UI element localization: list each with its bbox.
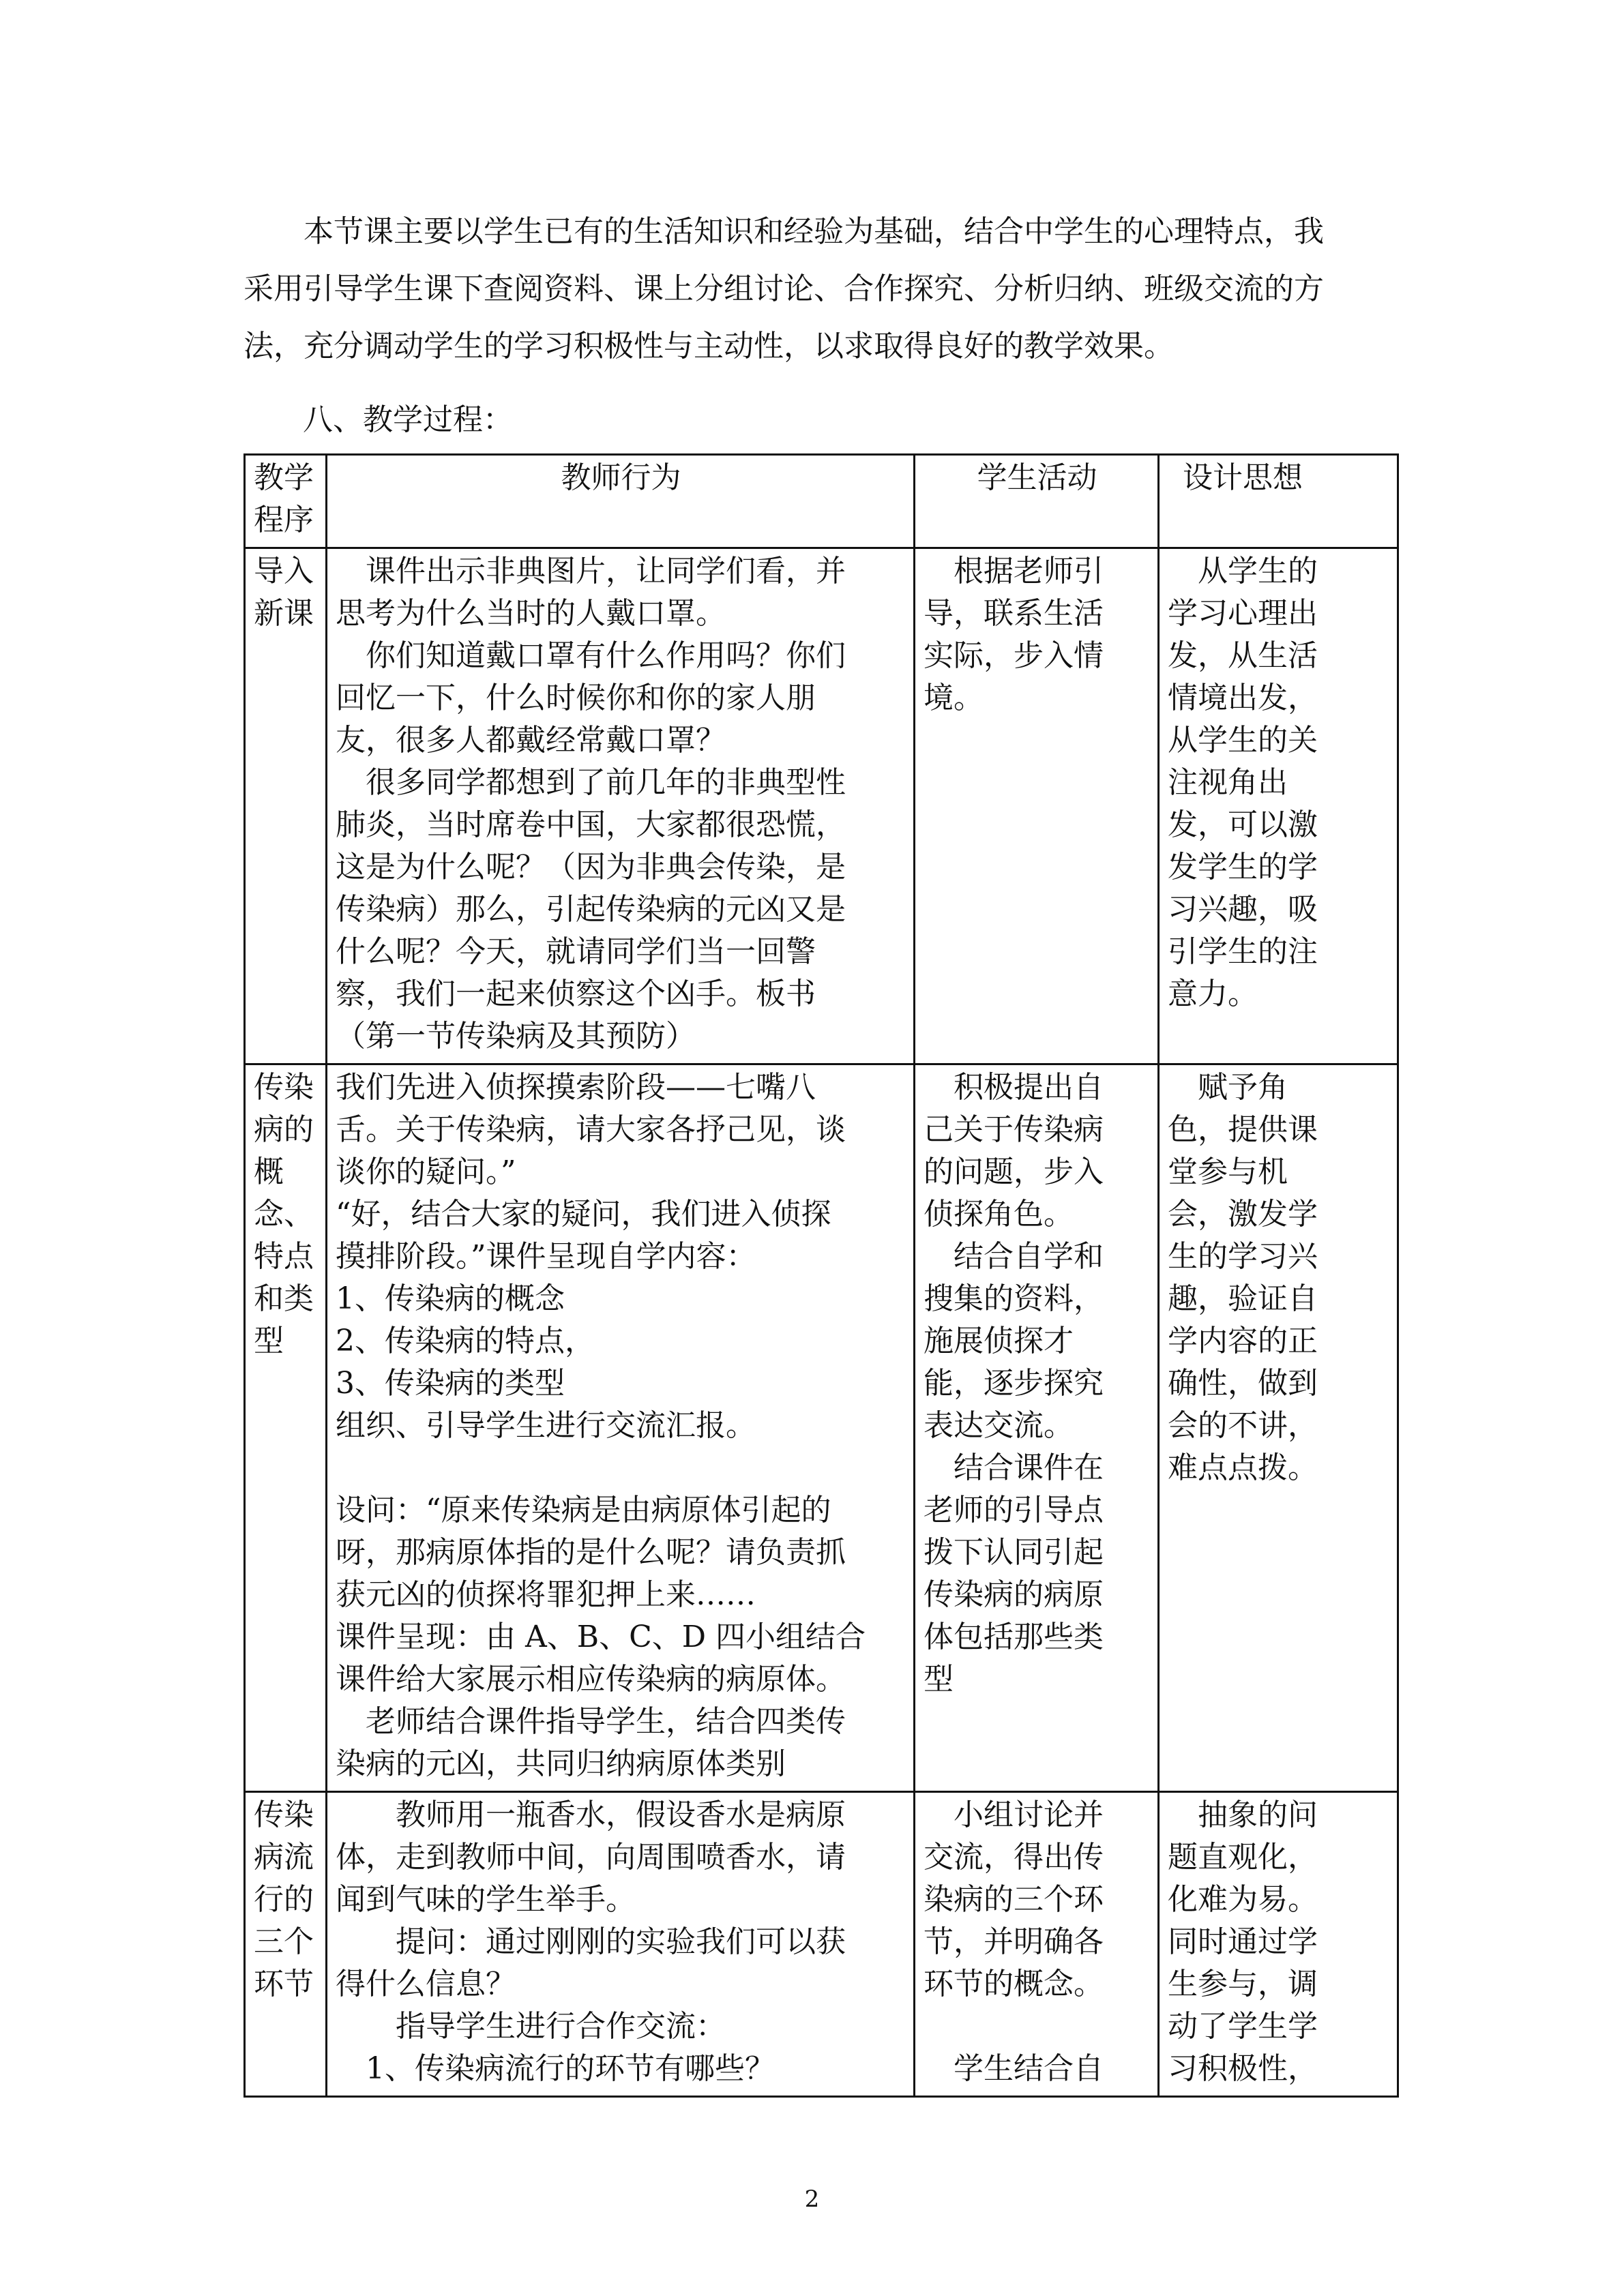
teacher-line: 这是为什么呢？（因为非典会传染，是: [336, 850, 846, 884]
student-line: 结合课件在: [954, 1450, 1104, 1485]
student-line: 境。: [924, 681, 984, 715]
student-line: 能，逐步探究: [924, 1366, 1104, 1401]
stage-line: 三个: [254, 1924, 314, 1959]
design-line: 会，激发学: [1168, 1197, 1318, 1232]
student-line: 的问题，步入: [924, 1154, 1104, 1189]
design-cell: [1159, 1792, 1398, 2097]
teacher-line: 指导学生进行合作交流：: [396, 2009, 726, 2044]
teacher-line: [336, 1447, 906, 1489]
teacher-line: 传染病）那么，引起传染病的元凶又是: [336, 892, 846, 927]
teacher-line: 摸排阶段。”课件呈现自学内容：: [336, 1239, 756, 1274]
design-cell: [1159, 548, 1398, 1064]
teacher-line: （第一节传染病及其预防）: [336, 1019, 696, 1054]
stage-line: 和类: [254, 1281, 314, 1316]
teacher-line: 肺炎，当时席卷中国，大家都很恐慌，: [336, 807, 846, 842]
design-line: 意力。: [1168, 976, 1258, 1011]
stage-cell: [245, 1064, 327, 1792]
table-row: [245, 1792, 1398, 2097]
teacher-line: 课件给大家展示相应传染病的病原体。: [336, 1662, 846, 1697]
teacher-cell: [327, 548, 915, 1064]
design-line: 学习心理出: [1168, 596, 1318, 631]
design-line: 抽象的问: [1198, 1798, 1318, 1832]
teacher-line: 1、传染病流行的环节有哪些？: [366, 2051, 775, 2086]
teacher-line: 得什么信息？: [336, 1967, 516, 2001]
teacher-line: 2、传染病的特点，: [336, 1324, 595, 1358]
header-teacher: [327, 455, 915, 548]
table-row: [245, 548, 1398, 1064]
student-line: [924, 2006, 1151, 2048]
stage-cell: [245, 548, 327, 1064]
teacher-line: 回忆一下，什么时候你和你的家人朋: [336, 681, 816, 715]
student-line: 拨下认同引起: [924, 1535, 1104, 1570]
stage-line: 传染: [254, 1798, 314, 1832]
intro-line: 采用引导学生课下查阅资料、课上分组讨论、合作探究、分析归纳、班级交流的方: [243, 271, 1324, 306]
teacher-line: 3、传染病的类型: [336, 1366, 565, 1401]
design-line: 色，提供课: [1168, 1112, 1318, 1147]
design-line: 发学生的学: [1168, 850, 1318, 884]
teacher-line: 设问：“原来传染病是由病原体引起的: [336, 1493, 831, 1527]
student-cell: [915, 548, 1159, 1064]
student-line: 染病的三个环: [924, 1882, 1104, 1917]
teacher-line: 课件呈现：由 A、B、C、D 四小组结合: [336, 1620, 866, 1654]
teacher-cell: [327, 1792, 915, 2097]
teacher-line: 什么呢？今天，就请同学们当一回警: [336, 934, 816, 969]
design-line: 引学生的注: [1168, 934, 1318, 969]
design-line: 会的不讲，: [1168, 1408, 1318, 1443]
teacher-line: 很多同学都想到了前几年的非典型性: [366, 765, 846, 800]
header-stage-line: 程序: [254, 503, 314, 537]
student-cell: [915, 1064, 1159, 1792]
teacher-line: 课件出示非典图片，让同学们看，并: [366, 554, 846, 588]
teacher-line: 谈你的疑问。”: [336, 1154, 516, 1189]
page-number: 2: [804, 2186, 820, 2213]
design-line: 从学生的: [1198, 554, 1318, 588]
design-line: 从学生的关: [1168, 723, 1318, 758]
student-line: 积极提出自: [954, 1070, 1104, 1105]
table-header-row: [245, 455, 1398, 548]
teacher-line: 体，走到教师中间，向周围喷香水，请: [336, 1840, 846, 1875]
design-line: 题直观化，: [1168, 1840, 1318, 1875]
design-line: 确性，做到: [1168, 1366, 1318, 1401]
student-line: 老师的引导点: [924, 1493, 1104, 1527]
table-body: [245, 548, 1398, 2097]
design-line: 发，可以激: [1168, 807, 1318, 842]
intro-line: 法，充分调动学生的学习积极性与主动性，以求取得良好的教学效果。: [243, 329, 1174, 363]
teacher-line: 闻到气味的学生举手。: [336, 1882, 636, 1917]
header-student-label: 学生活动: [977, 460, 1097, 495]
student-line: 实际，步入情: [924, 638, 1104, 673]
design-line: 生的学习兴: [1168, 1239, 1318, 1274]
teacher-line: 老师结合课件指导学生，结合四类传: [366, 1704, 846, 1739]
teacher-line: 友，很多人都戴经常戴口罩？: [336, 723, 726, 758]
stage-line: 特点: [254, 1239, 314, 1274]
design-line: 习兴趣，吸: [1168, 892, 1318, 927]
section-heading: 八、教学过程：: [303, 402, 513, 437]
stage-line: 传染: [254, 1070, 314, 1105]
design-line: 赋予角: [1198, 1070, 1288, 1105]
student-line: 结合自学和: [954, 1239, 1104, 1274]
student-line: 己关于传染病: [924, 1112, 1104, 1147]
student-line: 侦探角色。: [924, 1197, 1074, 1232]
teacher-line: 你们知道戴口罩有什么作用吗？你们: [366, 638, 846, 673]
table-row: [245, 1064, 1398, 1792]
header-student: [915, 455, 1159, 548]
header-stage: [245, 455, 327, 548]
stage-line: 新课: [254, 596, 314, 631]
design-line: 情境出发，: [1168, 681, 1318, 715]
design-line: 动了学生学: [1168, 2009, 1318, 2044]
teacher-line: “好，结合大家的疑问，我们进入侦探: [336, 1197, 831, 1232]
stage-line: 病的: [254, 1112, 314, 1147]
stage-line: 病流: [254, 1840, 314, 1875]
teacher-line: 呀，那病原体指的是什么呢？请负责抓: [336, 1535, 846, 1570]
design-line: 习积极性，: [1168, 2051, 1318, 2086]
teacher-line: 获元凶的侦探将罪犯押上来……: [336, 1577, 756, 1612]
teacher-line: 舌。关于传染病，请大家各抒己见，谈: [336, 1112, 846, 1147]
student-line: 施展侦探才: [924, 1324, 1074, 1358]
teaching-process-table: [243, 453, 1399, 2098]
student-line: 表达交流。: [924, 1408, 1074, 1443]
student-line: 搜集的资料，: [924, 1281, 1104, 1316]
teacher-line: 染病的元凶，共同归纳病原体类别: [336, 1746, 786, 1781]
stage-line: 概: [254, 1154, 284, 1189]
stage-line: 行的: [254, 1882, 314, 1917]
design-line: 发，从生活: [1168, 638, 1318, 673]
student-line: 小组讨论并: [954, 1798, 1104, 1832]
design-line: 同时通过学: [1168, 1924, 1318, 1959]
stage-line: 导入: [254, 554, 314, 588]
student-line: 环节的概念。: [924, 1967, 1104, 2001]
stage-cell: [245, 1792, 327, 2097]
header-design: [1159, 455, 1398, 548]
design-line: 化难为易。: [1168, 1882, 1318, 1917]
design-line: 堂参与机: [1168, 1154, 1288, 1189]
stage-line: 型: [254, 1324, 284, 1358]
teacher-line: 教师用一瓶香水，假设香水是病原: [396, 1798, 846, 1832]
design-line: 学内容的正: [1168, 1324, 1318, 1358]
design-line: 注视角出: [1168, 765, 1288, 800]
intro-paragraph: [243, 203, 1389, 375]
student-line: 交流，得出传: [924, 1840, 1104, 1875]
intro-line: 本节课主要以学生已有的生活知识和经验为基础，结合中学生的心理特点，我: [304, 214, 1324, 249]
stage-line: 环节: [254, 1967, 314, 2001]
student-line: 型: [924, 1662, 954, 1697]
header-teacher-label: 教师行为: [561, 460, 681, 495]
teacher-line: 1、传染病的概念: [336, 1281, 565, 1316]
student-line: 导，联系生活: [924, 596, 1104, 631]
header-design-label: 设计思想: [1183, 460, 1303, 495]
student-line: 传染病的病原: [924, 1577, 1104, 1612]
design-line: 生参与，调: [1168, 1967, 1318, 2001]
teacher-line: 我们先进入侦探摸索阶段——七嘴八: [336, 1070, 816, 1105]
design-line: 难点点拨。: [1168, 1450, 1318, 1485]
teacher-cell: [327, 1064, 915, 1792]
teacher-line: 组织、引导学生进行交流汇报。: [336, 1408, 756, 1443]
student-line: 节，并明确各: [924, 1924, 1104, 1959]
header-stage-line: 教学: [254, 460, 314, 495]
student-cell: [915, 1792, 1159, 2097]
stage-line: 念、: [254, 1197, 314, 1232]
student-line: 根据老师引: [954, 554, 1104, 588]
student-line: 体包括那些类: [924, 1620, 1104, 1654]
student-line: 学生结合自: [954, 2051, 1104, 2086]
teacher-line: 察，我们一起来侦察这个凶手。板书: [336, 976, 816, 1011]
design-cell: [1159, 1064, 1398, 1792]
design-line: 趣，验证自: [1168, 1281, 1318, 1316]
teacher-line: 提问：通过刚刚的实验我们可以获: [396, 1924, 846, 1959]
teacher-line: 思考为什么当时的人戴口罩。: [336, 596, 726, 631]
